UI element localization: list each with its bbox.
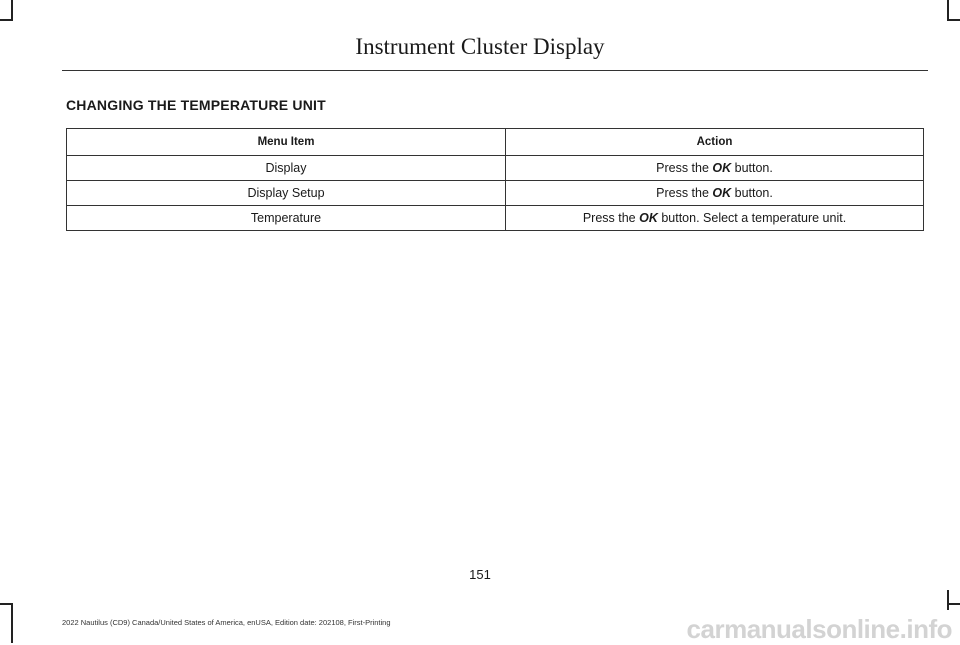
- crop-mark-top-right-horizontal: [947, 19, 960, 21]
- table-row: [67, 181, 924, 206]
- column-header-action: Action: [506, 129, 924, 156]
- action-cell: [506, 156, 924, 181]
- crop-mark-bottom-right-vertical: [947, 590, 949, 610]
- action-suffix: button. Select a temperature unit.: [657, 211, 847, 225]
- table-header-row: [67, 129, 924, 156]
- page-title: Instrument Cluster Display: [355, 34, 605, 59]
- action-suffix: button.: [731, 161, 773, 175]
- crop-mark-top-left-vertical: [11, 0, 13, 20]
- action-cell: [506, 206, 924, 231]
- ok-key-label: OK: [639, 211, 658, 225]
- menu-item-cell: Display Setup: [67, 181, 506, 206]
- menu-item-cell: Temperature: [67, 206, 506, 231]
- menu-table: [66, 128, 924, 231]
- table-row: [67, 156, 924, 181]
- action-cell: [506, 181, 924, 206]
- ok-key-label: OK: [712, 186, 732, 200]
- page-number: 151: [469, 567, 491, 582]
- crop-mark-top-right-vertical: [947, 0, 949, 20]
- header-divider: [62, 70, 928, 71]
- crop-mark-bottom-left-vertical: [11, 603, 13, 643]
- section-heading: CHANGING THE TEMPERATURE UNIT: [66, 97, 326, 113]
- table-row: [67, 206, 924, 231]
- crop-mark-bottom-left-horizontal: [0, 603, 13, 605]
- action-prefix: Press the: [656, 161, 713, 175]
- watermark-logo: carmanualsonline.info: [686, 614, 952, 644]
- action-prefix: Press the: [582, 211, 640, 225]
- footer-edition-text: 2022 Nautilus (CD9) Canada/United States of America, enUSA, Edition date: 202108, First-Printing: [62, 618, 391, 627]
- column-header-menu-item: Menu Item: [67, 129, 506, 156]
- crop-mark-top-left-horizontal: [0, 19, 13, 21]
- crop-mark-bottom-right-horizontal: [947, 603, 960, 605]
- menu-item-cell: Display: [67, 156, 506, 181]
- action-suffix: button.: [731, 186, 773, 200]
- ok-key-label: OK: [712, 161, 732, 175]
- action-prefix: Press the: [656, 186, 713, 200]
